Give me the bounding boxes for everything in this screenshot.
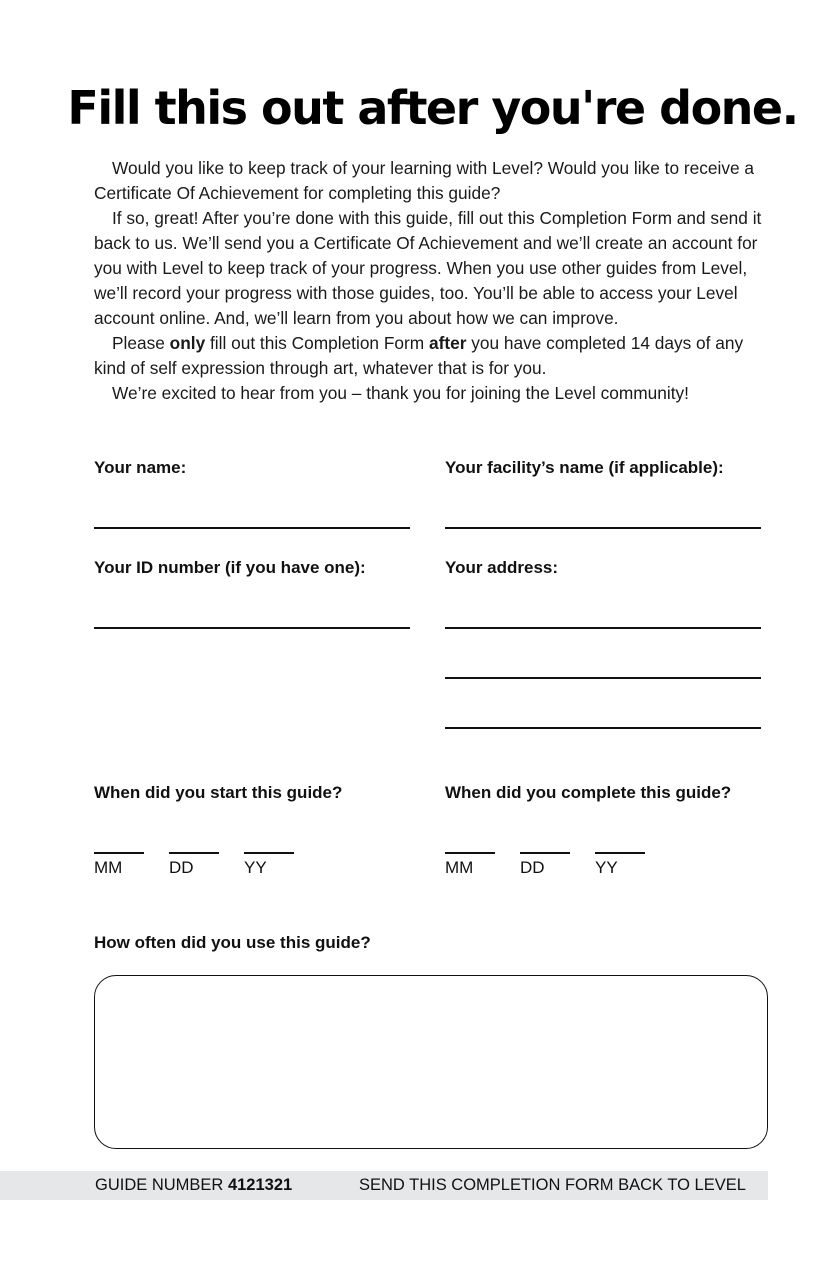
usage-label: How often did you use this guide? — [94, 933, 371, 952]
name-label: Your name: — [94, 458, 187, 477]
emphasis-only: only — [169, 333, 206, 353]
complete-day-field[interactable] — [520, 852, 570, 854]
id-number-label: Your ID number (if you have one): — [94, 558, 366, 577]
complete-year-label: YY — [595, 858, 618, 877]
usage-answer-box[interactable] — [94, 975, 768, 1149]
start-month-label: MM — [94, 858, 123, 877]
footer-instruction: SEND THIS COMPLETION FORM BACK TO LEVEL — [359, 1176, 746, 1194]
emphasis-after: after — [428, 333, 467, 353]
intro-paragraph-1: Would you like to keep track of your learning with Level? Would you like to receive a Certificate Of Achievement for completing this guide? — [94, 158, 754, 203]
intro-paragraph-2: If so, great! After you’re done with this guide, fill out this Completion Form and send it back to us. We’ll send you a Certificate Of Achievement and we’ll create an account for you with Level to keep track of your progress. When you use other guides from Level, we’ll record your progress with those guides, too. You’ll be able to access your Level account online. And, we’ll learn from you about how we can improve. — [94, 208, 762, 328]
guide-number-prefix: GUIDE NUMBER — [95, 1176, 228, 1194]
text-fragment: fill out this Completion Form — [205, 333, 429, 353]
text-fragment: Please — [112, 333, 170, 353]
intro-paragraph-4: We’re excited to hear from you – thank you for joining the Level community! — [112, 383, 689, 403]
complete-day-label: DD — [520, 858, 545, 877]
footer-bar — [0, 1171, 768, 1200]
complete-year-field[interactable] — [595, 852, 645, 854]
address-field-line-1[interactable] — [445, 627, 761, 629]
guide-number-value: 4121321 — [227, 1176, 293, 1194]
complete-month-field[interactable] — [445, 852, 495, 854]
name-field[interactable] — [94, 527, 410, 529]
complete-date-label: When did you complete this guide? — [445, 783, 732, 802]
address-field-line-3[interactable] — [445, 727, 761, 729]
start-date-label: When did you start this guide? — [94, 783, 343, 802]
complete-month-label: MM — [445, 858, 474, 877]
facility-field[interactable] — [445, 527, 761, 529]
text-fragment: you have completed 14 days of any kind of self expression through art, whatever that is for you. — [94, 333, 744, 378]
id-number-field[interactable] — [94, 627, 410, 629]
start-year-field[interactable] — [244, 852, 294, 854]
start-day-label: DD — [169, 858, 194, 877]
intro-paragraph-3 — [94, 331, 764, 381]
start-year-label: YY — [244, 858, 267, 877]
start-month-field[interactable] — [94, 852, 144, 854]
page-title: Fill this out after you're done. — [67, 81, 798, 135]
guide-number — [95, 1176, 292, 1195]
address-field-line-2[interactable] — [445, 677, 761, 679]
facility-label: Your facility’s name (if applicable): — [445, 458, 724, 477]
intro-text — [94, 156, 764, 406]
start-day-field[interactable] — [169, 852, 219, 854]
address-label: Your address: — [445, 558, 559, 577]
